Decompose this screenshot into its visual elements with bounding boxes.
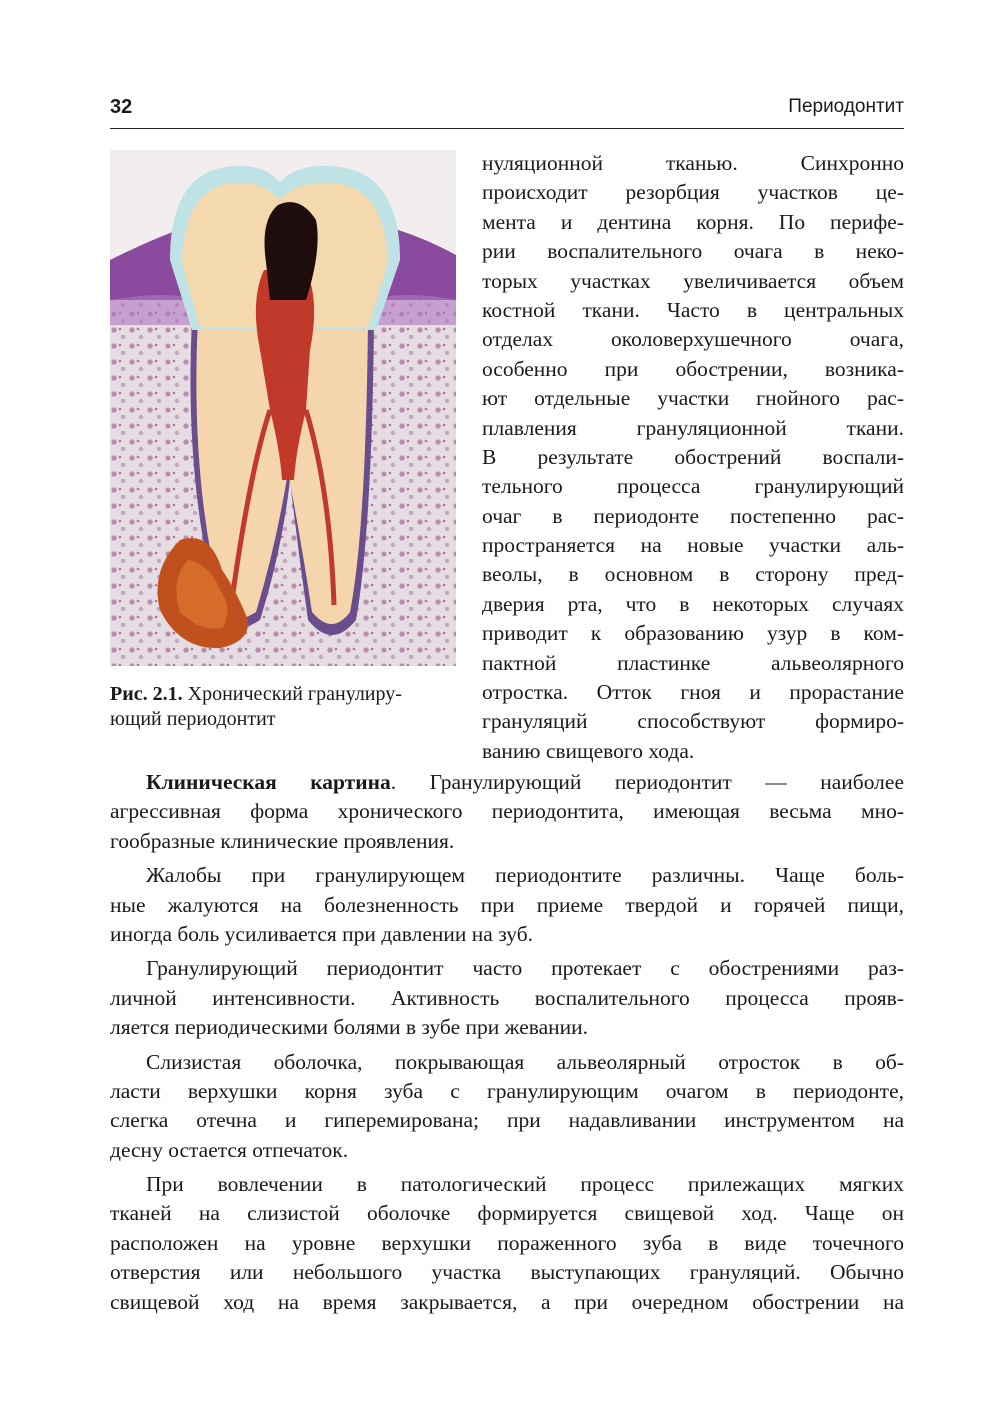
text-line: очаг в периодонте постепенно рас-	[482, 503, 904, 528]
paragraph-clinical-picture-line1	[110, 768, 904, 797]
main-body-text	[110, 768, 904, 1317]
text-line: иногда боль усиливается при давлении на зуб.	[110, 921, 534, 946]
tooth-illustration	[110, 150, 456, 666]
text-line: ют отдельные участки гнойного рас-	[482, 386, 904, 411]
text-line: плавления грануляционной ткани.	[482, 415, 904, 440]
caption-text-line2: ющий периодонтит	[110, 708, 276, 730]
text-line: ванию свищевого хода.	[482, 738, 695, 763]
text-line: особенно при обострении, возника-	[482, 356, 904, 381]
text-line: костной ткани. Часто в центральных	[482, 297, 904, 322]
text-fragment: . Гранулирующий периодонтит — наиболее	[390, 770, 904, 794]
text-line: Слизистая оболочка, покрывающая альвеолярный отросток в об-	[146, 1049, 904, 1074]
text-line: пактной пластинке альвеолярного	[482, 650, 904, 675]
text-line: Гранулирующий периодонтит часто протекает с обострениями раз-	[146, 956, 904, 981]
running-title: Периодонтит	[788, 96, 904, 117]
text-line: В результате обострений воспали-	[482, 444, 904, 469]
figure-caption	[110, 682, 460, 732]
text-line: слегка отечна и гиперемирована; при надавливании инструментом на	[110, 1108, 904, 1133]
clinical-picture-heading: Клиническая картина	[146, 770, 391, 794]
page-header	[110, 96, 904, 129]
text-line: торых участках увеличивается объем	[482, 268, 904, 293]
text-line: Жалобы при гранулирующем периодонтите различны. Чаще боль-	[146, 863, 904, 888]
text-line: дверия рта, что в некоторых случаях	[482, 591, 904, 616]
page-number: 32	[110, 96, 133, 118]
text-line: грануляций способствуют формиро-	[482, 709, 904, 734]
text-line: агрессивная форма хронического периодонтита, имеющая весьма мно-	[110, 799, 904, 824]
figure-label: Рис. 2.1.	[110, 683, 183, 705]
text-line: тельного процесса гранулирующий	[482, 474, 904, 499]
text-line: приводит к образованию узур в ком-	[482, 621, 904, 646]
text-line: отверстия или небольшого участка выступающих грануляций. Обычно	[110, 1260, 904, 1285]
text-line: отростка. Отток гноя и прорастание	[482, 680, 904, 705]
text-line: расположен на уровне верхушки пораженного зуба в виде точечного	[110, 1230, 904, 1255]
text-line: происходит резорбция участков це-	[482, 180, 904, 205]
text-line: ласти верхушки корня зуба с гранулирующим очагом в периодонте,	[110, 1078, 904, 1103]
text-line: мента и дентина корня. По перифе-	[482, 209, 904, 234]
text-line: рии воспалительного очага в неко-	[482, 239, 904, 264]
text-line: При вовлечении в патологический процесс прилежащих мягких	[146, 1172, 904, 1197]
text-line: личной интенсивности. Активность воспалительного процесса прояв-	[110, 985, 904, 1010]
caption-text-line1: Хронический гранулиру-	[182, 683, 402, 705]
text-line: веолы, в основном в сторону пред-	[482, 562, 904, 587]
text-line: десну остается отпечаток.	[110, 1137, 349, 1162]
text-line: пространяется на новые участки аль-	[482, 533, 904, 558]
text-line: ные жалуются на болезненность при приеме твердой и горячей пищи,	[110, 892, 904, 917]
text-line: гообразные клинические проявления.	[110, 828, 455, 853]
text-line: ляется периодическими болями в зубе при жевании.	[110, 1015, 589, 1040]
text-line: отделах околоверхушечного очага,	[482, 327, 904, 352]
text-line: свищевой ход на время закрывается, а при очередном обострении на	[110, 1289, 904, 1314]
side-column-text	[482, 149, 904, 766]
text-line: тканей на слизистой оболочке формируется свищевой ход. Чаще он	[110, 1201, 904, 1226]
text-line: нуляционной тканью. Синхронно	[482, 151, 904, 175]
